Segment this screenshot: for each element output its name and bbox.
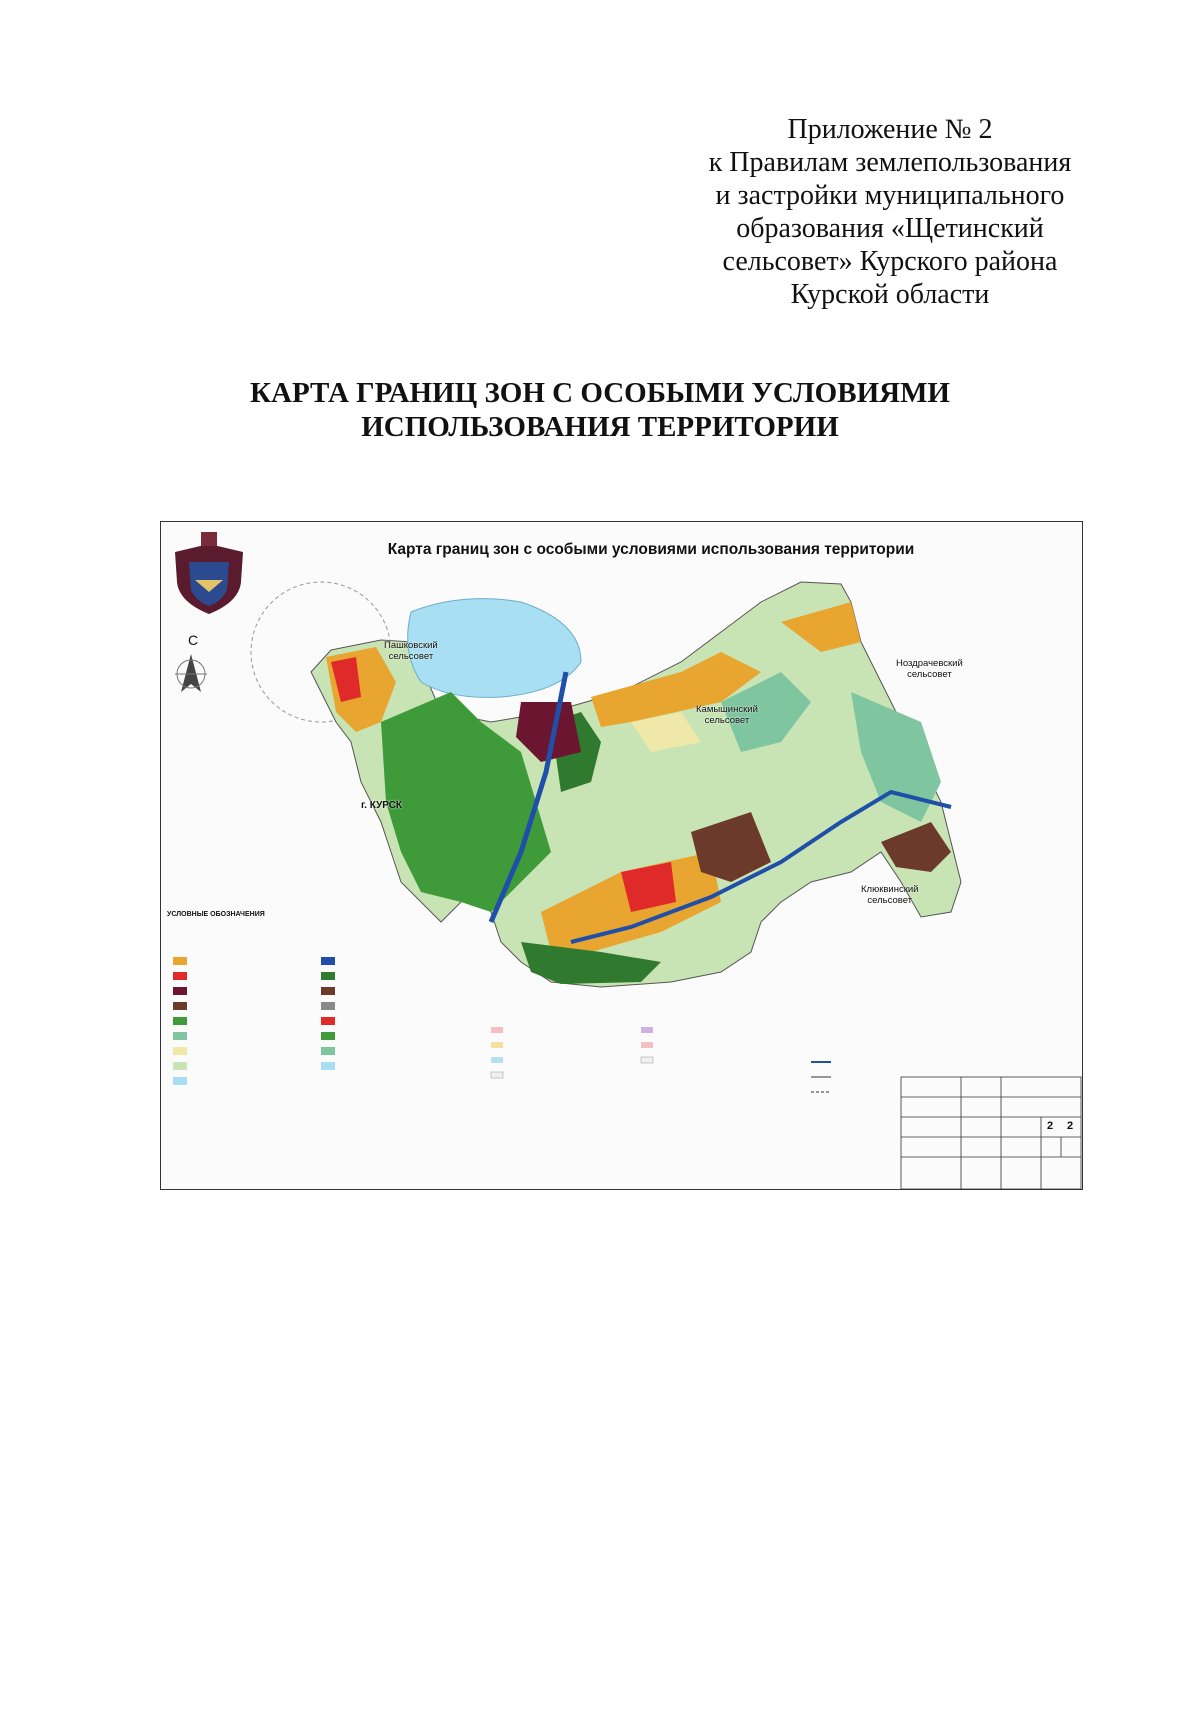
legend-title: УСЛОВНЫЕ ОБОЗНАЧЕНИЯ — [167, 911, 265, 918]
neighbor-label-nozdrachevsky — [896, 658, 963, 680]
neighbor-label-klyukvinsky — [861, 884, 918, 906]
neighbor-label-kamyshinsky — [696, 704, 758, 726]
legend-swatches — [173, 957, 831, 1092]
appendix-line: образования «Щетинский — [736, 213, 1044, 244]
zoning-map — [160, 521, 1083, 1190]
neighbor-label-line: Пашковский — [384, 640, 438, 651]
coat-of-arms-icon — [175, 532, 243, 614]
appendix-line: Курской области — [790, 279, 990, 310]
sheet-total: 2 — [1066, 1120, 1074, 1132]
appendix-line: сельсовет» Курского района — [722, 246, 1058, 277]
north-label: С — [188, 632, 199, 648]
document-title-line-2: ИСПОЛЬЗОВАНИЯ ТЕРРИТОРИИ — [361, 411, 839, 443]
neighbor-label-line: Камышинский — [696, 704, 758, 715]
neighbor-label-line: сельсовет — [907, 669, 952, 680]
neighbor-label-line: Клюквинский — [861, 884, 919, 895]
neighbor-label-pashkovsky — [384, 640, 438, 662]
appendix-note — [690, 113, 1090, 311]
neighbor-label-line: сельсовет — [704, 715, 750, 726]
document-title-line-1: КАРТА ГРАНИЦ ЗОН С ОСОБЫМИ УСЛОВИЯМИ — [250, 377, 950, 409]
sheet-number: 2 — [1046, 1120, 1054, 1132]
city-label-kursk: г. КУРСК — [361, 800, 403, 811]
appendix-line: к Правилам землепользования — [708, 147, 1072, 178]
neighbor-label-line: сельсовет — [867, 895, 913, 906]
title-block — [901, 1077, 1081, 1189]
appendix-line: Приложение № 2 — [787, 114, 993, 145]
map-title: Карта границ зон с особыми условиями использования территории — [387, 541, 915, 558]
neighbor-label-line: Ноздрачевский — [896, 658, 963, 669]
neighbor-label-line: сельсовет — [388, 651, 434, 662]
map-drawing — [161, 522, 1083, 1190]
document-title — [160, 376, 1040, 444]
appendix-line: и застройки муниципального — [715, 180, 1065, 211]
north-arrow-icon — [175, 654, 207, 692]
